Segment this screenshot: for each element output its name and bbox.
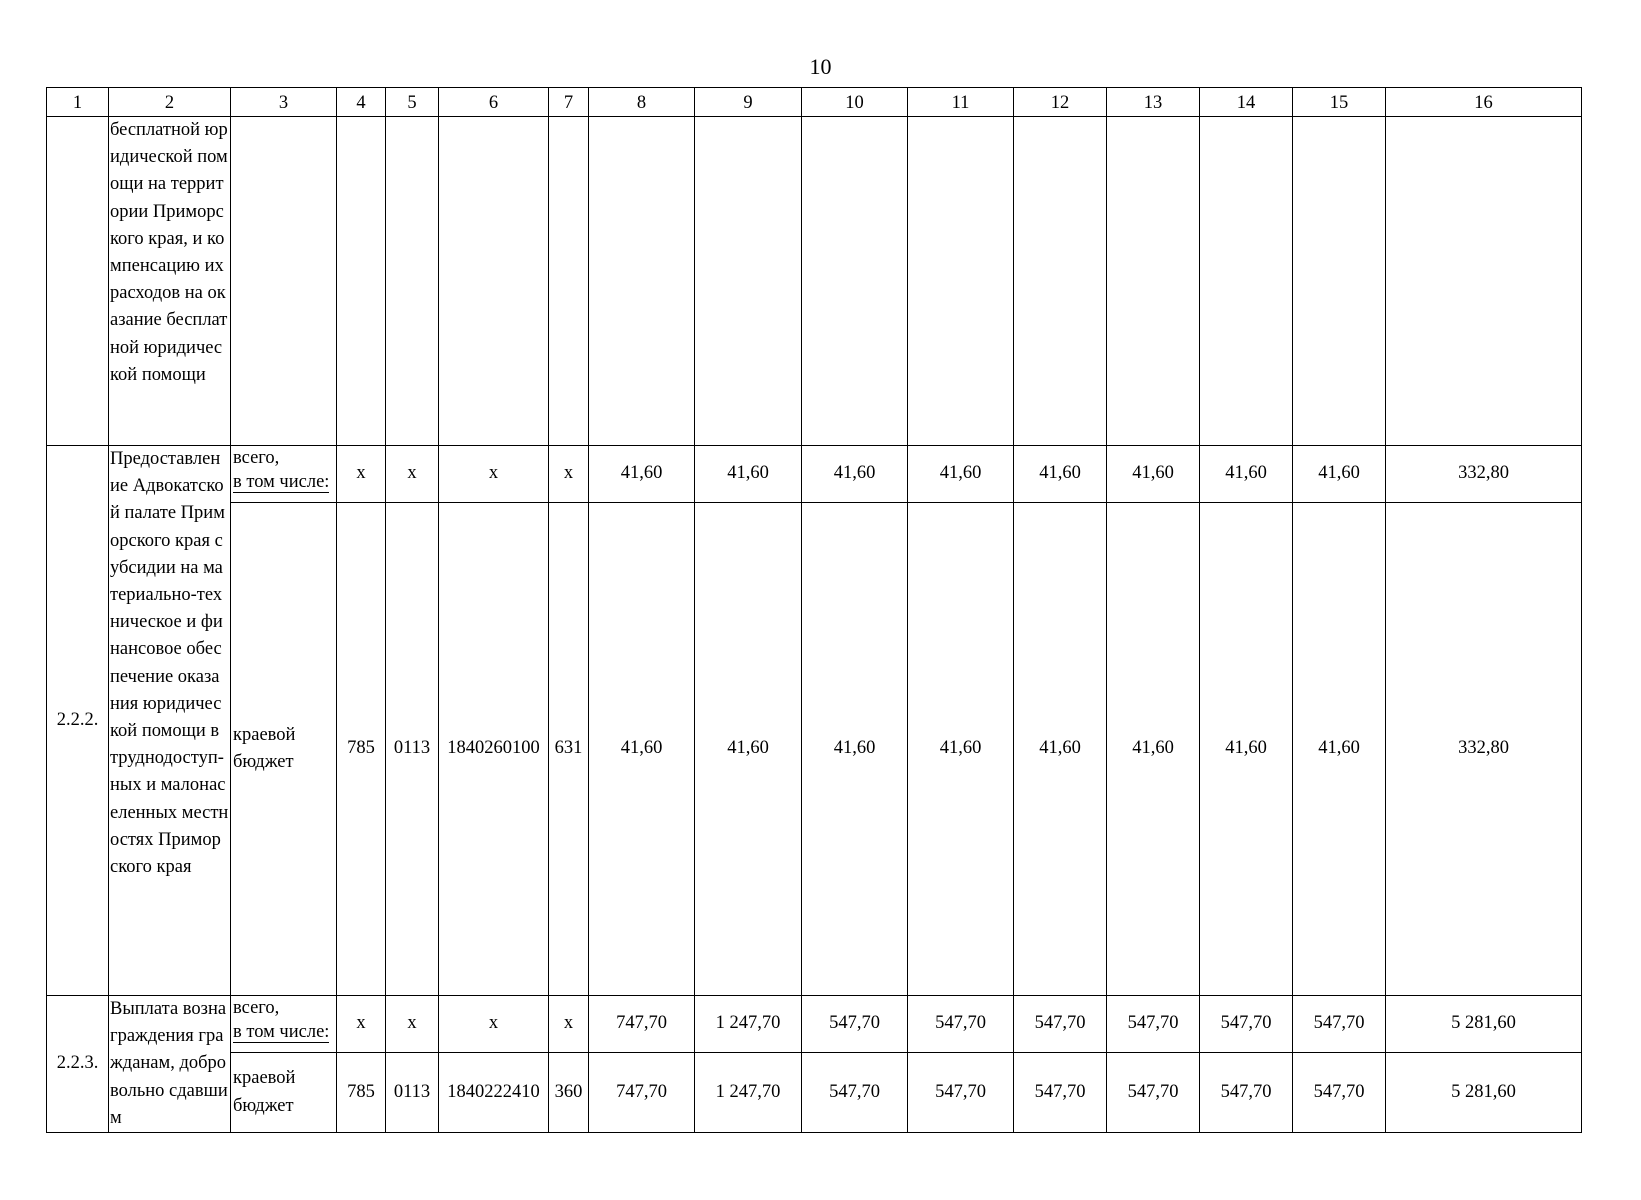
empty-cell [908, 117, 1014, 446]
funding-source-total: всего, в том числе: [231, 446, 337, 503]
table-row-continuation [47, 117, 1582, 446]
value-cell: 1 247,70 [695, 1053, 802, 1133]
value-cell: 41,60 [802, 446, 908, 503]
empty-cell [1386, 117, 1582, 446]
empty-cell [1293, 117, 1386, 446]
item-number: 2.2.2. [47, 446, 109, 996]
value-cell: 41,60 [1014, 503, 1107, 996]
value-cell: 547,70 [1293, 1053, 1386, 1133]
empty-cell [337, 117, 386, 446]
value-cell-total: 5 281,60 [1386, 1053, 1582, 1133]
funding-source: краевой бюджет [231, 1053, 337, 1133]
value-cell: 41,60 [1293, 446, 1386, 503]
cell-expense-type: x [549, 996, 589, 1053]
value-cell: 41,60 [1014, 446, 1107, 503]
cell-grbs: 785 [337, 503, 386, 996]
value-cell: 547,70 [802, 996, 908, 1053]
column-header: 13 [1107, 88, 1200, 117]
value-cell: 547,70 [1107, 1053, 1200, 1133]
empty-cell [386, 117, 439, 446]
item-number: 2.2.3. [47, 996, 109, 1133]
column-header: 16 [1386, 88, 1582, 117]
item-name: Предоставление Адвокатской палате Приморского края субсидии на материально-техническое и финансовое обеспечение оказания юридической помощи в труднодоступ-ных и малонаселенных местностях Приморского края [109, 446, 231, 996]
funding-source-total: всего, в том числе: [231, 996, 337, 1053]
column-header: 3 [231, 88, 337, 117]
empty-cell [1107, 117, 1200, 446]
value-cell: 41,60 [589, 503, 695, 996]
value-cell: 41,60 [1107, 503, 1200, 996]
header-row [47, 88, 1582, 117]
column-header: 1 [47, 88, 109, 117]
empty-cell [231, 117, 337, 446]
value-cell: 547,70 [908, 1053, 1014, 1133]
value-cell: 747,70 [589, 1053, 695, 1133]
cell-target-article: 1840260100 [439, 503, 549, 996]
column-header: 8 [589, 88, 695, 117]
value-cell: 41,60 [908, 503, 1014, 996]
value-cell: 547,70 [1293, 996, 1386, 1053]
cell-expense-type: 631 [549, 503, 589, 996]
column-header: 10 [802, 88, 908, 117]
empty-cell [439, 117, 549, 446]
funding-source: краевой бюджет [231, 503, 337, 996]
value-cell: 41,60 [802, 503, 908, 996]
value-cell: 41,60 [1293, 503, 1386, 996]
value-cell-total: 332,80 [1386, 446, 1582, 503]
cell-target-article: 1840222410 [439, 1053, 549, 1133]
empty-cell [1014, 117, 1107, 446]
cell-target-article: x [439, 446, 549, 503]
column-header: 2 [109, 88, 231, 117]
cell-expense-type: 360 [549, 1053, 589, 1133]
value-cell: 41,60 [695, 503, 802, 996]
empty-cell [695, 117, 802, 446]
cell-grbs: 785 [337, 1053, 386, 1133]
value-cell: 41,60 [1107, 446, 1200, 503]
table-row-total [47, 446, 1582, 503]
value-cell: 547,70 [908, 996, 1014, 1053]
budget-table [46, 87, 1582, 1133]
value-cell: 547,70 [1107, 996, 1200, 1053]
column-header: 7 [549, 88, 589, 117]
value-cell: 547,70 [1200, 996, 1293, 1053]
empty-cell [47, 117, 109, 446]
cell-section: x [386, 996, 439, 1053]
column-header: 4 [337, 88, 386, 117]
value-cell: 41,60 [589, 446, 695, 503]
column-header: 15 [1293, 88, 1386, 117]
column-header: 9 [695, 88, 802, 117]
table-row-sub [47, 503, 1582, 996]
value-cell: 547,70 [802, 1053, 908, 1133]
value-cell: 547,70 [1014, 1053, 1107, 1133]
page-number: 10 [809, 54, 832, 79]
column-header: 5 [386, 88, 439, 117]
value-cell-total: 332,80 [1386, 503, 1582, 996]
value-cell: 41,60 [695, 446, 802, 503]
cell-grbs: x [337, 996, 386, 1053]
cell-target-article: x [439, 996, 549, 1053]
value-cell: 1 247,70 [695, 996, 802, 1053]
cell-section: 0113 [386, 503, 439, 996]
column-header: 12 [1014, 88, 1107, 117]
table-row-sub [47, 1053, 1582, 1133]
column-header: 6 [439, 88, 549, 117]
value-cell: 547,70 [1200, 1053, 1293, 1133]
table-row-total [47, 996, 1582, 1053]
cell-section: x [386, 446, 439, 503]
cell-section: 0113 [386, 1053, 439, 1133]
column-header: 11 [908, 88, 1014, 117]
item-name-continuation: бесплатной юридической помощи на территории Приморского края, и компенсацию их расходов на оказание бесплатной юридической помощи [109, 117, 231, 446]
cell-expense-type: x [549, 446, 589, 503]
empty-cell [1200, 117, 1293, 446]
value-cell-total: 5 281,60 [1386, 996, 1582, 1053]
value-cell: 547,70 [1014, 996, 1107, 1053]
value-cell: 41,60 [1200, 503, 1293, 996]
empty-cell [802, 117, 908, 446]
value-cell: 41,60 [908, 446, 1014, 503]
column-header: 14 [1200, 88, 1293, 117]
cell-grbs: x [337, 446, 386, 503]
value-cell: 747,70 [589, 996, 695, 1053]
item-name: Выплата вознаграждения гражданам, добровольно сдавшим [109, 996, 231, 1133]
value-cell: 41,60 [1200, 446, 1293, 503]
empty-cell [549, 117, 589, 446]
empty-cell [589, 117, 695, 446]
